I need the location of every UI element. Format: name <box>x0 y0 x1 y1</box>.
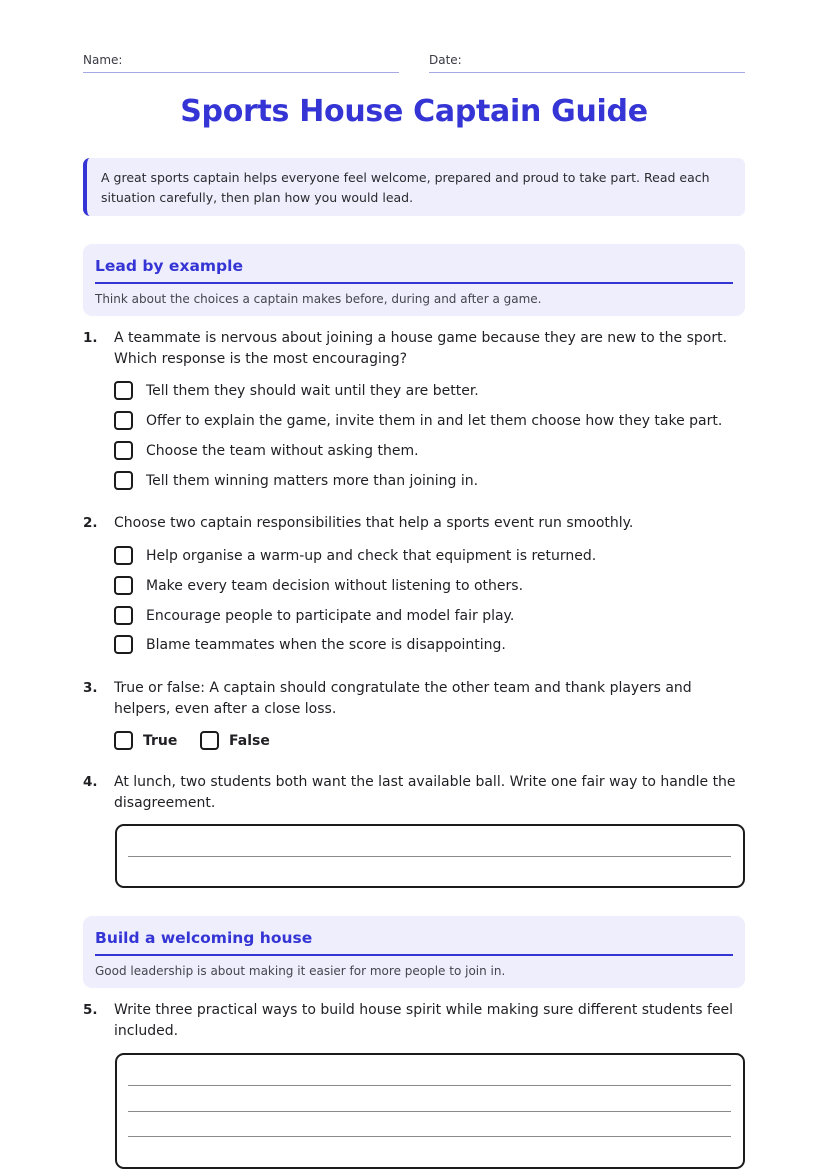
question-2 <box>83 513 745 663</box>
option-label: Help organise a warm-up and check that equipment is returned. <box>146 548 597 564</box>
checkbox-icon[interactable] <box>114 546 133 565</box>
option-label: Blame teammates when the score is disappointing. <box>146 637 506 653</box>
name-label: Name: <box>83 53 123 67</box>
true-checkbox[interactable] <box>114 731 194 755</box>
option-label: Offer to explain the game, invite them in and let them choose how they take part. <box>146 413 723 429</box>
question-number: 5. <box>83 1002 98 1018</box>
question-3 <box>83 678 745 758</box>
answer-line <box>128 856 731 857</box>
section-title: Build a welcoming house <box>95 928 733 956</box>
checkbox-icon[interactable] <box>114 576 133 595</box>
option-checkbox[interactable] <box>114 411 734 435</box>
question-text: True or false: A captain should congratulate the other team and thank players and helpers, even after a close loss. <box>114 680 692 717</box>
section-subtitle: Think about the choices a captain makes before, during and after a game. <box>95 292 542 306</box>
question-1 <box>83 328 745 498</box>
false-checkbox[interactable] <box>200 731 280 755</box>
option-checkbox[interactable] <box>114 381 734 405</box>
checkbox-icon[interactable] <box>114 411 133 430</box>
option-label: Tell them they should wait until they are better. <box>146 383 479 399</box>
checkbox-icon[interactable] <box>114 471 133 490</box>
question-4 <box>83 772 745 816</box>
option-checkbox[interactable] <box>114 606 734 630</box>
answer-box[interactable] <box>115 824 745 888</box>
checkbox-icon[interactable] <box>114 606 133 625</box>
question-number: 4. <box>83 774 98 790</box>
option-checkbox[interactable] <box>114 546 734 570</box>
checkbox-icon[interactable] <box>114 731 133 750</box>
name-field[interactable] <box>83 52 399 73</box>
option-label: True <box>143 733 178 749</box>
section-title: Lead by example <box>95 256 733 284</box>
question-text: Write three practical ways to build house spirit while making sure different students feel included. <box>114 1002 734 1039</box>
answer-box[interactable] <box>115 1053 745 1169</box>
option-checkbox[interactable] <box>114 471 734 495</box>
question-text: Choose two captain responsibilities that help a sports event run smoothly. <box>114 515 634 531</box>
question-number: 2. <box>83 515 98 531</box>
option-label: Tell them winning matters more than joining in. <box>146 473 479 489</box>
question-number: 1. <box>83 330 98 346</box>
option-checkbox[interactable] <box>114 576 734 600</box>
option-checkbox[interactable] <box>114 441 734 465</box>
section-build-welcoming-house <box>83 916 745 988</box>
student-info-row <box>83 52 745 74</box>
page-title: Sports House Captain Guide <box>180 94 648 129</box>
option-label: Encourage people to participate and model fair play. <box>146 608 515 624</box>
option-label: Make every team decision without listening to others. <box>146 578 524 594</box>
answer-line <box>128 1136 731 1137</box>
section-subtitle: Good leadership is about making it easier for more people to join in. <box>95 964 506 978</box>
option-checkbox[interactable] <box>114 635 734 659</box>
question-text: At lunch, two students both want the last available ball. Write one fair way to handle the disagreement. <box>114 774 736 811</box>
question-5 <box>83 1000 745 1044</box>
section-lead-by-example <box>83 244 745 316</box>
answer-line <box>128 1111 731 1112</box>
option-label: Choose the team without asking them. <box>146 443 419 459</box>
checkbox-icon[interactable] <box>114 441 133 460</box>
answer-line <box>128 1085 731 1086</box>
checkbox-icon[interactable] <box>114 381 133 400</box>
question-text: A teammate is nervous about joining a house game because they are new to the sport. Which response is the most encouraging? <box>114 330 728 367</box>
checkbox-icon[interactable] <box>114 635 133 654</box>
date-field[interactable] <box>429 52 745 73</box>
date-label: Date: <box>429 53 462 67</box>
option-label: False <box>229 733 270 749</box>
question-number: 3. <box>83 680 98 696</box>
checkbox-icon[interactable] <box>200 731 219 750</box>
intro-callout: A great sports captain helps everyone feel welcome, prepared and proud to take part. Read each situation carefully, then plan how you would lead. <box>83 158 745 216</box>
